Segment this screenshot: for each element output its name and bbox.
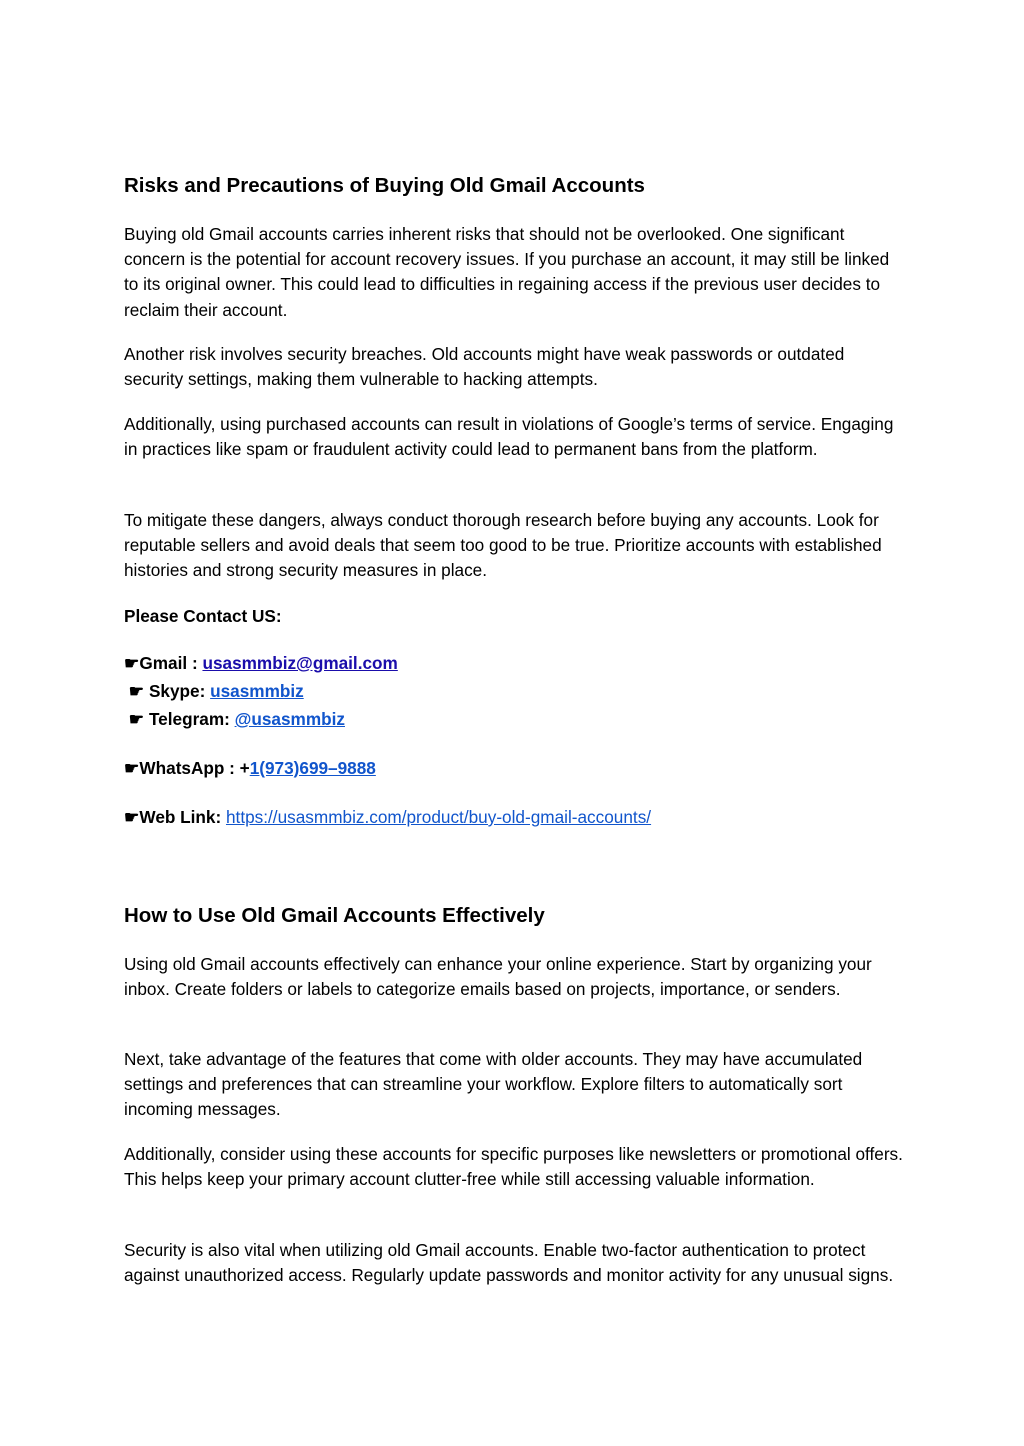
contact-heading: Please Contact US: [124,606,282,626]
contact-whatsapp [124,756,376,781]
contact-skype-label: ☛ Skype: [124,681,211,701]
gmail-link[interactable]: usasmmbiz@gmail.com [202,653,398,673]
paragraph: Additionally, using purchased accounts can result in violations of Google’s terms of service. Engaging in practices like spam or fraudulent activity could lead to permanent bans from the platform. [124,414,894,460]
paragraph: Another risk involves security breaches. Old accounts might have weak passwords or outdated security settings, making them vulnerable to hacking attempts. [124,344,845,390]
paragraph: Security is also vital when utilizing old Gmail accounts. Enable two-factor authentication to protect against unauthorized access. Regularly update passwords and monitor activity for any unusual signs. [124,1240,894,1286]
contact-skype [124,679,304,704]
paragraph: Next, take advantage of the features that come with older accounts. They may have accumulated settings and preferences that can streamline your workflow. Explore filters to automatically sort incoming messages. [124,1049,863,1120]
paragraph: Additionally, consider using these accounts for specific purposes like newsletters or promotional offers. This helps keep your primary account clutter-free while still accessing valuable information. [124,1144,903,1190]
skype-link[interactable]: usasmmbiz [210,681,304,701]
paragraph: Using old Gmail accounts effectively can enhance your online experience. Start by organizing your inbox. Create folders or labels to categorize emails based on projects, importance, or senders. [124,954,872,1000]
section-heading-risks: Risks and Precautions of Buying Old Gmail Accounts [124,174,645,197]
telegram-link[interactable]: @usasmmbiz [234,709,345,729]
contact-telegram [124,707,345,732]
whatsapp-link[interactable]: 1(973)699–9888 [249,758,376,778]
contact-gmail-label: ☛Gmail : [124,653,203,673]
contact-gmail [124,651,398,676]
paragraph: Buying old Gmail accounts carries inherent risks that should not be overlooked. One significant concern is the potential for account recovery issues. If you purchase an account, it may still be linked to its original owner. This could lead to difficulties in regaining access if the previous user decides to reclaim their account. [124,224,890,320]
contact-web [124,805,651,830]
web-link[interactable]: https://usasmmbiz.com/product/buy-old-gmail-accounts/ [225,807,652,827]
contact-telegram-label: ☛ Telegram: [124,709,235,729]
contact-whatsapp-label: ☛WhatsApp : + [124,758,250,778]
section-heading-use: How to Use Old Gmail Accounts Effectively [124,904,545,927]
contact-web-label: ☛Web Link: [124,807,226,827]
paragraph: To mitigate these dangers, always conduct thorough research before buying any accounts. Look for reputable sellers and avoid deals that seem too good to be true. Prioritize accounts with established histories and strong security measures in place. [124,510,882,581]
